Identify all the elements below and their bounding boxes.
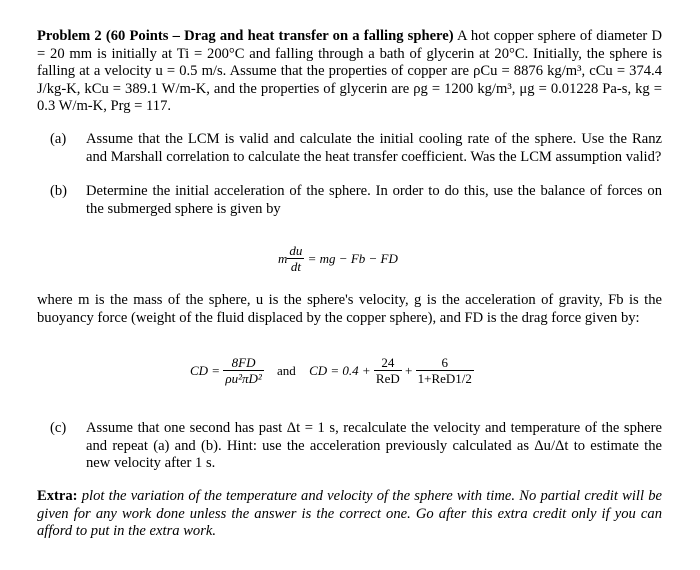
part-a-label: (a)	[50, 131, 67, 147]
plus-sign: +	[405, 362, 413, 378]
term1-den: ReD	[375, 371, 400, 386]
problem-statement: A hot copper sphere of diameter D = 20 mm is initially at Ti = 200°C and falling through a bath of glycerin at 20°C. Initially, the sphere is falling at a velocity u = 0.5 m/s. Assume that the properties of copper are ρCu = 8876 kg/m³, cCu = 374.4 J/kg-K, kCu = 389.1 W/m-K, and the properties of glycerin are ρg = 1200 kg/m³, μg = 0.01228 Pa-s, kg = 0.3 W/m-K, Prg = 117.	[37, 28, 662, 114]
cd2-lhs: CD = 0.4 +	[309, 362, 371, 378]
term1-fraction	[374, 355, 402, 386]
extra-credit	[37, 488, 662, 541]
eq1-derivative	[287, 243, 304, 274]
eq1-num: du	[289, 243, 303, 258]
eq1-den: dt	[290, 259, 301, 274]
part-c-label: (c)	[50, 420, 67, 436]
part-b-label: (b)	[50, 183, 68, 199]
part-c	[50, 420, 662, 473]
term2-num: 6	[416, 355, 474, 371]
problem-intro	[37, 28, 662, 116]
cd-lhs: CD =	[190, 362, 221, 378]
term1-num: 24	[374, 355, 402, 371]
term2-den: 1+ReD1/2	[417, 371, 472, 386]
cd-fraction	[223, 355, 263, 386]
part-b	[50, 183, 662, 218]
where-text: where m is the mass of the sphere, u is the sphere's velocity, g is the acceleration of gravity, Fb is the buoyancy force (weight of the fluid displaced by the copper sphere), and FD is the drag force given by:	[37, 292, 662, 326]
problem-title: Problem 2 (60 Points – Drag and heat transfer on a falling sphere)	[37, 28, 454, 44]
and-word: and	[277, 362, 296, 378]
part-c-text: Assume that one second has past Δt = 1 s, recalculate the velocity and temperature of the sphere and repeat (a) and (b). Hint: use the acceleration previously calculated as Δu/Δt to estimate the new velocity after 1 s.	[86, 420, 662, 471]
part-a	[50, 131, 662, 166]
part-b-text: Determine the initial acceleration of the sphere. In order to do this, use the balance of forces on the submerged sphere is given by	[86, 183, 662, 217]
drag-equations	[190, 355, 474, 386]
cd-den: ρu²πD²	[225, 371, 262, 386]
term2-fraction	[416, 355, 474, 386]
extra-lead: Extra:	[37, 488, 78, 504]
force-balance-equation	[278, 243, 398, 274]
extra-text: plot the variation of the temperature and velocity of the sphere with time. No partial credit will be given for any work done unless the answer is the correct one. Go after this extra credit only if you can afford to put in the extra work.	[37, 488, 662, 539]
eq1-prefix: m	[278, 250, 288, 266]
cd-num: 8FD	[223, 355, 263, 371]
eq1-rhs: = mg − Fb − FD	[307, 250, 398, 266]
part-a-text: Assume that the LCM is valid and calculate the initial cooling rate of the sphere. Use the Ranz and Marshall correlation to calculate the heat transfer coefficient. Was the LCM assumption valid?	[86, 131, 662, 165]
